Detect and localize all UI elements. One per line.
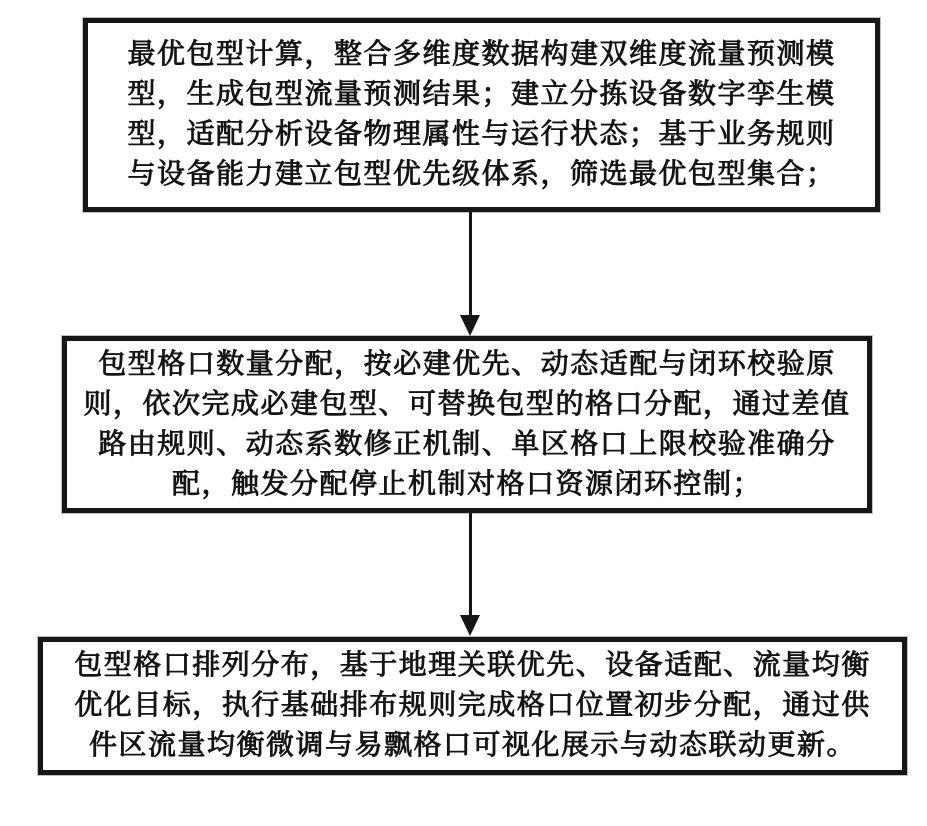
flow-step-3-box (38, 637, 907, 775)
flow-step-2-text-line: 包型格口数量分配，按必建优先、动态适配与闭环校验原 (98, 348, 836, 380)
flow-step-2-text-line: 路由规则、动态系数修正机制、单区格口上限校验准确分 (98, 428, 836, 460)
flow-step-3-text-line: 件区流量均衡微调与易飘格口可视化展示与动态联动更新。 (88, 730, 856, 761)
flow-step-1-text-line: 型，生成包型流量预测结果；建立分拣设备数字孪生模 (127, 79, 836, 110)
arrow-head (460, 615, 480, 636)
arrow-head (460, 315, 480, 336)
flow-step-1-text-line: 与设备能力建立包型优先级体系，筛选最优包型集合； (127, 159, 836, 190)
flow-step-1-box (83, 18, 880, 212)
flow-step-1-text-line: 最优包型计算，整合多维度数据构建双维度流量预测模 (127, 39, 836, 70)
down-arrow-icon (459, 212, 481, 336)
flow-step-2-text-line: 配，触发分配停止机制对格口资源闭环控制； (171, 468, 762, 500)
flow-step-2-box (62, 336, 872, 513)
flow-step-1-text-line: 型，适配分析设备物理属性与运行状态；基于业务规则 (127, 119, 836, 150)
arrow-shaft (469, 212, 472, 315)
flow-step-3-text-line: 优化目标，执行基础排布规则完成格口位置初步分配，通过供 (74, 690, 871, 721)
flow-step-3-text-line: 包型格口排列分布，基于地理关联优先、设备适配、流量均衡 (74, 650, 871, 681)
down-arrow-icon (459, 513, 481, 636)
flow-step-2-text-line: 则，依次完成必建包型、可替换包型的格口分配，通过差值 (83, 388, 851, 420)
arrow-shaft (469, 513, 472, 615)
